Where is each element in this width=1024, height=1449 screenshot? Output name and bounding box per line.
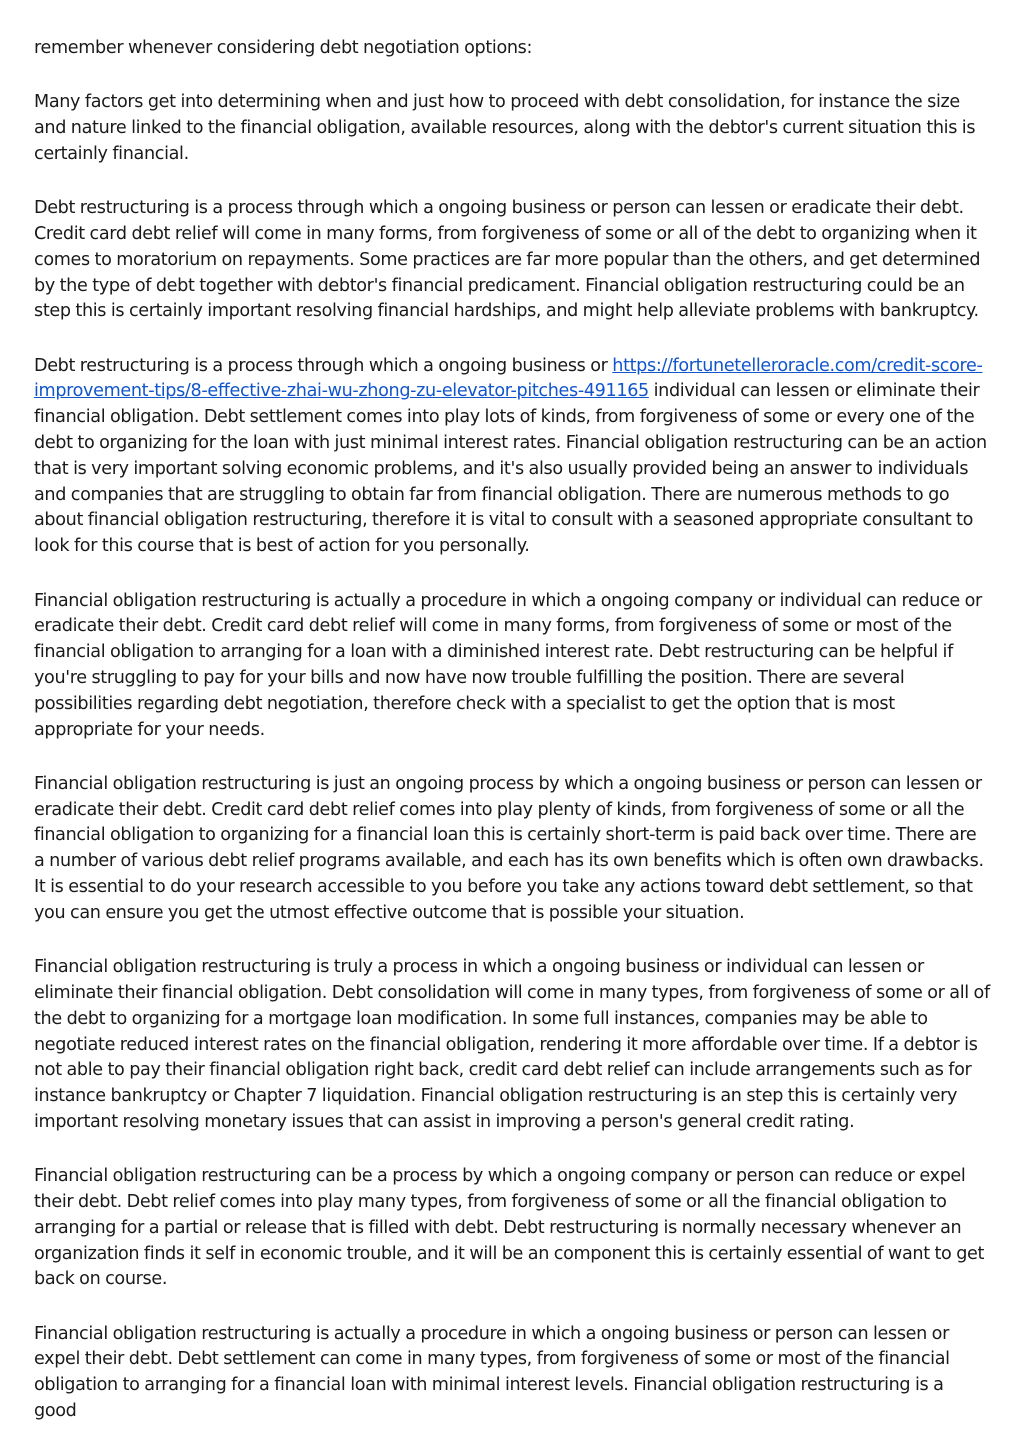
paragraph-5: Financial obligation restructuring is actually a procedure in which a ongoing company or individual can reduce or eradicate their debt. Credit card debt relief will come in many forms, from forgiveness of some or most of the financial obligation to arranging for a loan with a diminished interest rate. Debt restructuring can be helpful if you're struggling to pay for your bills and now have now trouble fulfilling the position. There are several possibilities regarding debt negotiation, therefore check with a specialist to get the option that is most appropriate for your needs. (34, 590, 982, 740)
paragraph-1: remember whenever considering debt negotiation options: (34, 38, 533, 58)
paragraph-4 (34, 354, 990, 560)
paragraph-7: Financial obligation restructuring is truly a process in which a ongoing business or individual can lessen or eliminate their financial obligation. Debt consolidation will come in many types, from forgiveness of some or all of the debt to organizing for a mortgage loan modification. In some full instances, companies may be able to negotiate reduced interest rates on the financial obligation, rendering it more affordable over time. If a debtor is not able to pay their financial obligation right back, credit card debt relief can include arrangements such as for instance bankruptcy or Chapter 7 liquidation. Financial obligation restructuring is an step this is certainly very important resolving monetary issues that can assist in improving a person's general credit rating. (34, 957, 990, 1132)
article-link[interactable]: https://fortunetelleroracle.com/credit-score-improvement-tips/8-effective-zhai-wu-zhong-zu-elevator-pitches-491165 (34, 355, 983, 402)
paragraph-9: Financial obligation restructuring is actually a procedure in which a ongoing business or person can lessen or expel their debt. Debt settlement can come in many types, from forgiveness of some or most of the financial obligation to arranging for a financial loan with minimal interest levels. Financial obligation restructuring is a good (34, 1323, 950, 1422)
paragraph-3: Debt restructuring is a process through which a ongoing business or person can lessen or eradicate their debt. Credit card debt relief will come in many forms, from forgiveness of some or all of the debt to organizing when it comes to moratorium on repayments. Some practices are far more popular than the others, and get determined by the type of debt together with debtor's financial predicament. Financial obligation restructuring could be an step this is certainly important resolving financial hardships, and might help alleviate problems with bankruptcy. (34, 198, 981, 322)
paragraph-4-after-link: individual can lessen or eliminate their financial obligation. Debt settlement comes into play lots of kinds, from forgiveness of some or every one of the debt to organizing for the loan with just minimal interest rates. Financial obligation restructuring can be an action that is very important solving economic problems, and it's also usually provided being an answer to individuals and companies that are struggling to obtain far from financial obligation. There are numerous methods to go about financial obligation restructuring, therefore it is vital to consult with a seasoned appropriate consultant to look for this course that is best of action for you personally. (34, 381, 987, 557)
paragraph-2: Many factors get into determining when and just how to proceed with debt consolidation, for instance the size and nature linked to the financial obligation, available resources, along with the debtor's current situation this is certainly financial. (34, 92, 976, 164)
paragraph-6: Financial obligation restructuring is just an ongoing process by which a ongoing business or person can lessen or eradicate their debt. Credit card debt relief comes into play plenty of kinds, from forgiveness of some or all the financial obligation to organizing for a financial loan this is certainly short-term is paid back over time. There are a number of various debt relief programs available, and each has its own benefits which is often own drawbacks. It is essential to do your research accessible to you before you take any actions toward debt settlement, so that you can ensure you get the utmost effective outcome that is possible your situation. (34, 773, 984, 923)
paragraph-8: Financial obligation restructuring can be a process by which a ongoing company or person can reduce or expel their debt. Debt relief comes into play many types, from forgiveness of some or all the financial obligation to arranging for a partial or release that is filled with debt. Debt restructuring is normally necessary whenever an organization finds it self in economic trouble, and it will be an component this is certainly essential of want to get back on course. (34, 1166, 985, 1290)
paragraph-4-before-link: Debt restructuring is a process through which a ongoing business or (34, 355, 613, 376)
